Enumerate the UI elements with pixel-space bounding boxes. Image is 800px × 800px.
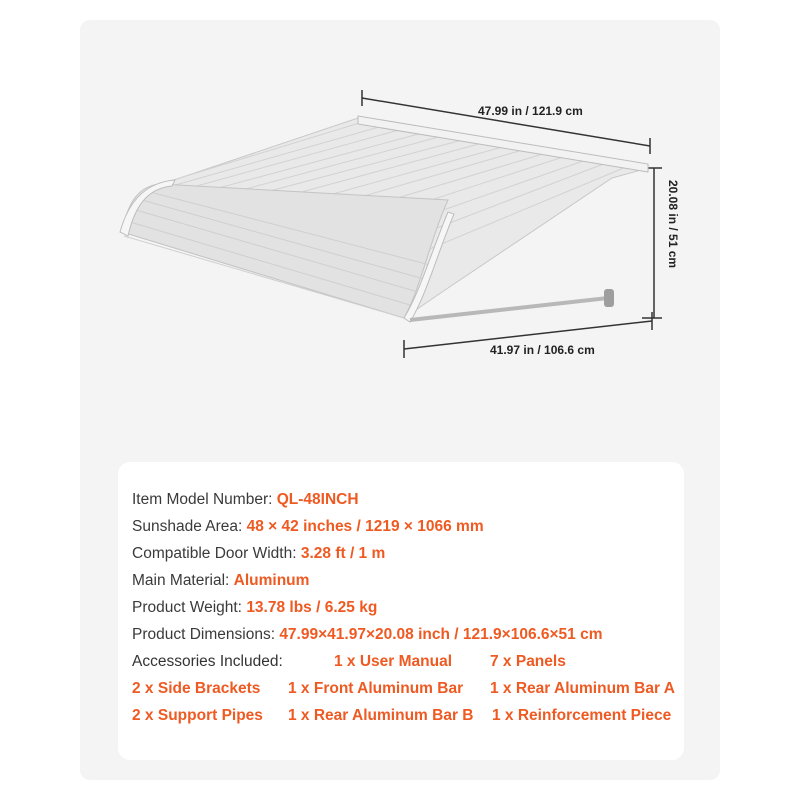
spec-card	[118, 462, 684, 760]
spec-value: 47.99×41.97×20.08 inch / 121.9×106.6×51 cm	[279, 626, 603, 643]
width-dimension-label: 47.99 in / 121.9 cm	[478, 104, 583, 118]
spec-label: Product Weight:	[132, 599, 247, 616]
height-dimension-label: 20.08 in / 51 cm	[666, 180, 680, 269]
depth-dimension-label: 41.97 in / 106.6 cm	[490, 343, 595, 357]
awning-body	[120, 116, 648, 322]
accessory-item: 7 x Panels	[490, 653, 566, 670]
spec-label: Product Dimensions:	[132, 626, 280, 643]
accessory-item: 1 x User Manual	[334, 653, 453, 670]
spec-row-model	[132, 490, 359, 510]
spec-label: Sunshade Area:	[132, 518, 247, 535]
accessory-item: 2 x Side Brackets	[132, 680, 261, 697]
spec-row-door-width	[132, 544, 385, 564]
spec-value: Aluminum	[233, 572, 310, 589]
spec-label: Compatible Door Width:	[132, 545, 301, 562]
spec-value: 3.28 ft / 1 m	[300, 545, 386, 562]
spec-row-weight	[132, 598, 377, 618]
spec-value: 13.78 lbs / 6.25 kg	[246, 599, 378, 616]
spec-label: Main Material:	[132, 572, 234, 589]
spec-row-material	[132, 571, 309, 591]
spec-value: 48 × 42 inches / 1219 × 1066 mm	[246, 518, 484, 535]
accessories-label: Accessories Included:	[132, 653, 283, 670]
accessory-item: 1 x Reinforcement Piece	[492, 707, 672, 724]
accessory-item: 1 x Front Aluminum Bar	[288, 680, 464, 697]
accessory-item: 2 x Support Pipes	[132, 707, 263, 724]
spec-value: QL-48INCH	[276, 491, 359, 508]
accessory-item: 1 x Rear Aluminum Bar A	[490, 680, 675, 697]
spec-label: Item Model Number:	[132, 491, 277, 508]
accessory-item: 1 x Rear Aluminum Bar B	[288, 707, 474, 724]
spec-row-area	[132, 517, 484, 537]
spec-row-dimensions	[132, 625, 603, 645]
